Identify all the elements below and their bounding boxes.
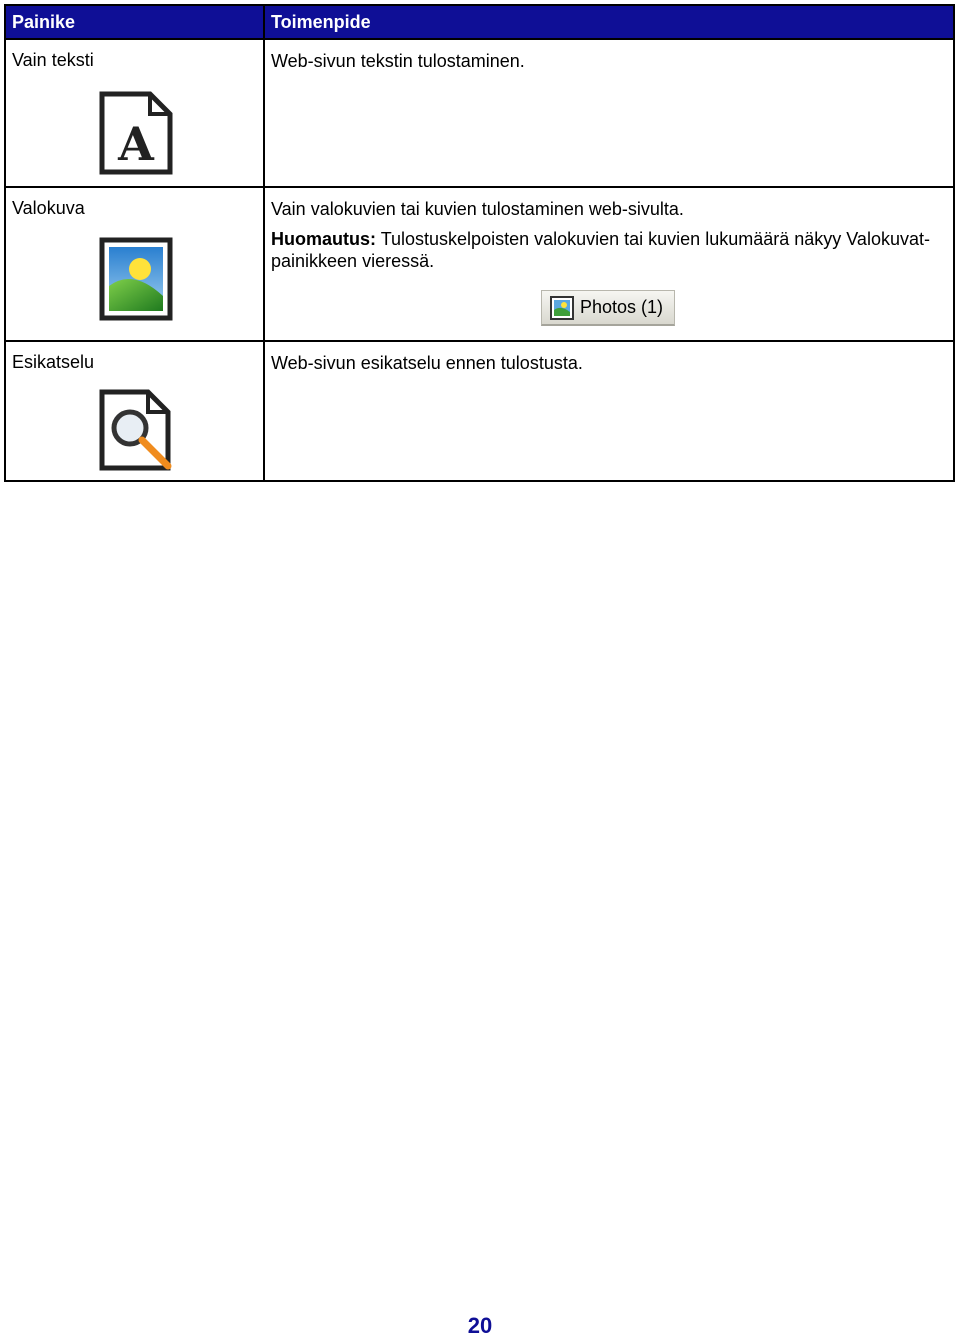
photo-small-icon: [550, 296, 574, 320]
preview-icon: [98, 388, 178, 474]
page-number: 20: [467, 1313, 493, 1338]
header-action: Toimenpide: [264, 5, 954, 39]
header-button: Painike: [5, 5, 264, 39]
action-text: Web-sivun tekstin tulostaminen.: [271, 51, 525, 71]
photos-button-image: [541, 290, 675, 326]
photo-icon: [98, 236, 174, 322]
button-name: Valokuva: [12, 198, 85, 218]
action-cell: [264, 39, 954, 187]
table-row: [5, 187, 954, 341]
action-text: Web-sivun esikatselu ennen tulostusta.: [271, 353, 583, 373]
table-row: [5, 39, 954, 187]
action-cell: [264, 341, 954, 481]
button-cell: [5, 341, 264, 481]
action-text: Vain valokuvien tai kuvien tulostaminen web-sivulta.: [271, 199, 684, 219]
photos-button-label: Photos (1): [580, 297, 664, 317]
table-row: [5, 341, 954, 481]
button-action-table: [4, 4, 955, 482]
note-label: Huomautus:: [271, 229, 376, 249]
note-text: Tulostuskelpoisten valokuvien tai kuvien lukumäärä näkyy Valokuvat-painikkeen vieressä.: [271, 229, 930, 271]
action-cell: [264, 187, 954, 341]
button-name: Esikatselu: [12, 352, 95, 372]
note: [271, 228, 943, 272]
button-cell: [5, 187, 264, 341]
svg-text:A: A: [118, 117, 154, 171]
table-header-row: [5, 5, 954, 39]
text-only-icon: [98, 90, 174, 176]
button-name: Vain teksti: [12, 50, 94, 70]
button-cell: [5, 39, 264, 187]
